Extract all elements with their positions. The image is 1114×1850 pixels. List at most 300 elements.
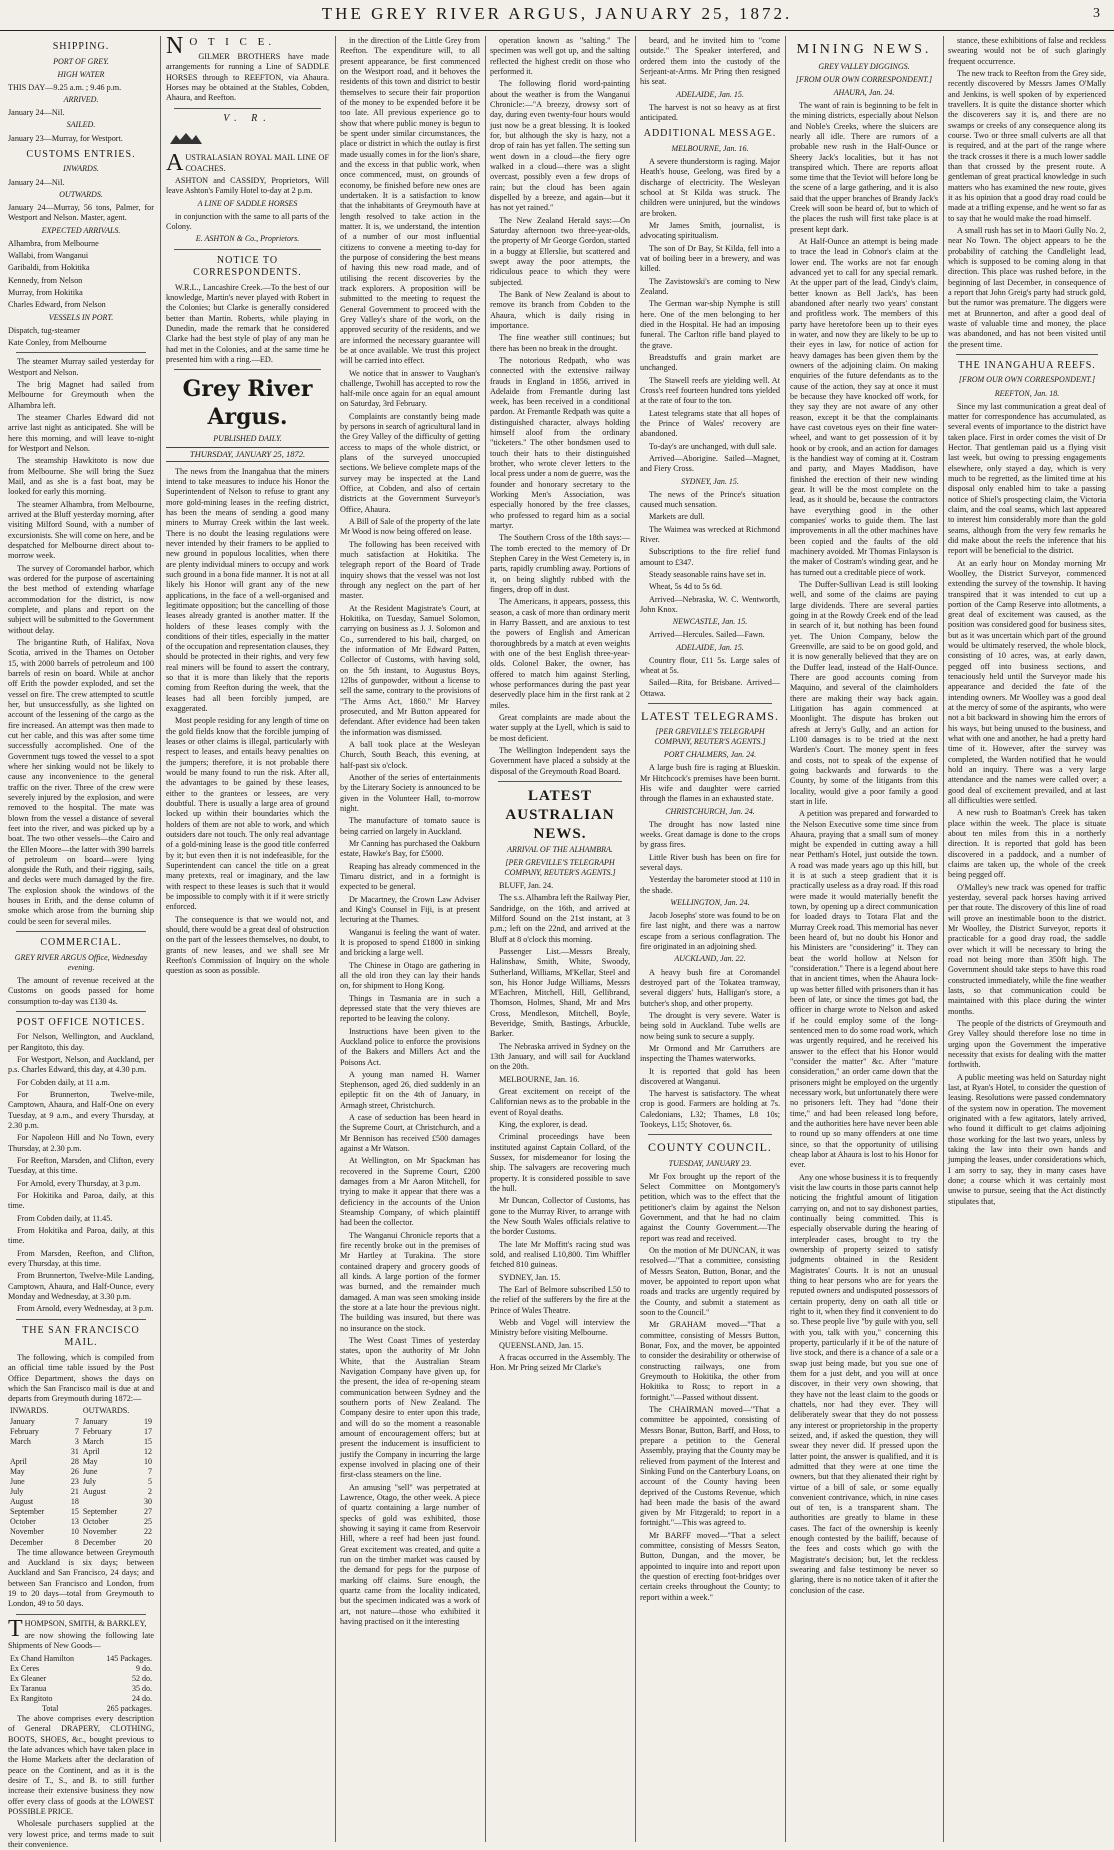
high-water-label: HIGH WATER [57, 69, 105, 79]
table-cell: March [82, 1436, 104, 1446]
table-cell: 7 [74, 1416, 79, 1426]
dateline: TUESDAY, JANUARY 23. [668, 1158, 752, 1168]
shipping-paragraph: The survey of Coromandel harbor, which was ordered for the purpose of ascertaining the best method of extending wharfage accommodation for the district, is now complete, and plans and report on the subject will be submitted to the Government without delay. [8, 563, 154, 635]
reefs-paragraph: A new rush to Boatman's Creek has taken place within the week. The place is situate about ten miles from this in a northerly direction. It is reported that gold has been discovered in a paddock, and a number of claims are taken up, the whole of the creek being pegged off. [948, 808, 1106, 880]
customs-heading: CUSTOMS ENTRIES. [26, 148, 136, 160]
news-paragraph: A ball took place at the Wesleyan Church, South Beach, this evening, at half-past six o'clock. [340, 739, 480, 770]
royal-crest-icon [166, 132, 206, 146]
table-cell: 22 [144, 1527, 152, 1537]
mining-from: [FROM OUR OWN CORRESPONDENT.] [795, 74, 933, 84]
table-row [8, 1447, 154, 1457]
news-paragraph: Wanganui is feeling the want of water. It is proposed to spend £1800 in sinking and bricking a large well. [340, 927, 480, 958]
latest-item: MELBOURNE, Jan. 16. [499, 1074, 580, 1084]
divider [956, 354, 1098, 355]
latest-item: King, the explorer, is dead. [499, 1120, 588, 1130]
page-number: 3 [1093, 6, 1100, 21]
mining-paragraph: At Half-Ounce an attempt is being made to trace the lead in Cobnor's claim at the lower end. The works are not far enough advanced yet to call for any special remark. At the upper part of the lead, Cindy's claim, better known as Bell Jack's, has been abandoned after nearly two years' constant and profitless work. The members of this party have heretofore been up to their eyes in water, and now they are likely to be up to their eyes in law, for notice of action for heavy damages has been given them by the owners of the adjoining claim. On making enquiries of the future defendants as to the cause of the action, they say at once it must be because they have knocked off work, for they say they are not aware of any other reason, except it be that the complainants have cast covetous eyes on their fine water-wheel, and want to get possession of it by hook or by crook, and an action for damages is the handiest way of coming at it. Costram and party, and Mayes Maddison, have finished the erection of their new winding gear. It will be the most complete on the lead, as it should be, because the contractors have everything good in the other companies' works to guide them. The last improvements in all the other machines have been copied and the faults of the old machinery avoided. Mr Thomas Finlayson is the maker of Costram's winding gear, and he has turned out a creditable piece of work. [790, 237, 938, 577]
table-cell: 21 [70, 1487, 79, 1497]
post-office-item: For Westport, Nelson, and Auckland, per p.s. Charles Edward, this day, at 4.30 p.m. [8, 1055, 154, 1075]
shipping-heading: SHIPPING. [52, 41, 110, 52]
initials: V. R. [223, 112, 272, 124]
commercial-text: The amount of revenue received at the Customs on goods passed for home consumption to-day was £130 4s. [8, 975, 154, 1006]
additional-heading: ADDITIONAL MESSAGE. [643, 128, 777, 140]
table-cell: August [82, 1487, 106, 1497]
table-row [8, 1527, 154, 1537]
news-paragraph: Dr Macartney, the Crown Law Adviser and King's Counsel in Fiji, is at present lecturing at the Thames. [340, 894, 480, 925]
shipping-paragraph: The brigantine Ruth, of Halifax, Nova Scotia, arrived in the Thames on October 15, with 2000 barrels of petroleum and 100 barrels of resin on board. While at anchor off Erith the powder exploded, and set the vessel on fire. The crew attempted to scuttle her, but unsuccessfully, as she lighted on account of the lessening of the cargo as the fire increased. An attempt was then made to cut her cable, and this was after some time successfully accomplished. One of the Government tugs towed the vessel to a spot where her sinking would not be likely to cause any inconvenience to the general traffic on the river. Three of the crew were severely injured by the explosion, and were removed to the hospital. The mate was blown from the vessel a distance of several feet into the river, and was picked up by a boat. The two other vessels—the Cairo and the Ellen Moore—the latter with 390 barrels of petroleum on board—were lying alongside the Ruth, and their rigging, sails, and decks were much damaged by the fire. The explosion shook the windows of the houses in Erith, and the dense column of smoke which arose from the burning ship could be seen for several miles. [8, 637, 154, 926]
news-paragraph: in the direction of the Little Grey from Reefton. The expenditure will, to all present appearance, be first commenced on the Westport road, and it behoves the residents of this town and district to bestir themselves to secure their fair proportion of the money to be expended before it be too late. All previous experience go to show that where public money is begun to be spent under similar circumstances, the place or district in which the outlay is first made usually comes in for the lion's share, and the excess in that public work, when once commenced, must, on grounds of economy, be finished before new ones are undertaken. It is a satisfaction to know that the inhabitants of Greymouth have at length resolved to take action in the matter. It is, we understand, the intention of a number of our most influential citizens to convene a meeting to-day for the purpose of considering the best means of having this new road made, and of utilising the recent discoveries by the track explorers. A proposition will be submitted to the meeting to request the General Government to proceed with the Grey Valley's share of the work, on the approved security of the residents, and we are informed the necessary guarantee will be at once available. We trust this project will be carried into effect. [340, 36, 480, 366]
table-cell: 28 [70, 1456, 79, 1466]
table-cell: 3 [74, 1436, 79, 1446]
latest-item: Criminal proceedings have been instituted against Captain Collard, of the Sussex, for misdemeanor for losing the ship. The salvagers are recovering much property. It is considered possible to save the hull. [490, 1132, 630, 1194]
port-line: PORT OF GREY. [53, 56, 109, 66]
commercial-heading: COMMERCIAL. [40, 937, 122, 949]
news-paragraph: Complaints are constantly being made by persons in search of agricultural land in the Grey Valley of the difficulty of getting access to maps of the whole district, or plans of the surveyed unoccupied sections. We believe complete maps of the survey may be inspected at the Land Office, at Cobden, and also of certain districts at the Government Surveyor's Office, Ahaura. [340, 411, 480, 514]
table-cell: 7 [148, 1466, 152, 1476]
mining-paragraph: A petition was prepared and forwarded to the Nelson Executive some time since from Ahaura, praying that a small sum of money might be expended in cutting away a hill near Pettham's Hotel, just outside the town. A road was made years ago up this hill, but it is at such a steep gradient that it is practically useless as a dray road. If this road were made it would materially benefit the town, by opening up a direct communication for loaded drays to Totara Flat and the Murray Creek road. This memorial has never been heard of, but no doubt his Honor and his Ministers are "considering" it. They can beat the world hollow at Nelson for "consideration." There is a legend about here that in ancient times, when the Ahaura lock-up was better filled with prisoners than it has been of late, or since the times got bad, the officer in charge wrote to Nelson and asked if he could employ some of the long-sentenced men to do some road work, which was urgently required, and he received his answer to the effect that his Honor would "consider the matter" &c. After "mature consideration," an order came down that the prisoners might be employed on the urgently necessary work, but unfortunately there were no prisoners left. They had "done their time," and had been released long before, and the authorities here have never been able to round up so many offenders at one time since, so that the opportunity of utilising cheap labor at Ahaura is lost to his Honor for ever. [790, 809, 938, 1170]
news-paragraph: The Wanganui Chronicle reports that a fire recently broke out in the premises of Mr Hartley at Turakina. The store contained drapery and grocery goods of all kinds. A large portion of the former was burned, and the remainder much damaged. A man was seen smoking inside the store at a late hour the previous night. The building was insured, but there was no insurance on the stock. [340, 1230, 480, 1333]
sf-mail-table [8, 1406, 154, 1547]
table-cell: 12 [144, 1446, 152, 1456]
in-port-label: VESSELS IN PORT. [48, 312, 114, 322]
post-office-heading: POST OFFICE NOTICES. [16, 1016, 146, 1028]
column-6 [790, 36, 938, 1842]
correspondents-text: W.R.L., Lancashire Creek.—To the best of our knowledge, Martin's never played with Robert in the Colonies; but Clarke is generally considered better than Martin. Roberts, while playing in Dunedin, made the remark that he considered Clarke had the best style of play of any man he had met in the Colonies, and at the same time he presented him with a ring.—ED. [166, 282, 329, 365]
news-paragraph: The drought has now lasted nine weeks. Great damage is done to the crops by grass fires. [640, 819, 780, 850]
news-paragraph: Mr James Smith, journalist, is advocating spiritualism. [640, 221, 780, 241]
thompson-body: The above comprises every description of General DRAPERY, CLOTHING, BOOTS, SHOES, &c., bought previous to the late advances which have taken place in the Home Markets after the declaration of peace on the Continent, and as it is the desire of T., S., and B. to still further increase their extensive business they now offer every class of goods at the LOWEST POSSIBLE PRICE. [8, 1714, 154, 1816]
mining-paragraph: Any one whose business it is to frequently visit the law courts in those parts cannot help noticing the frightful amount of litigation carrying on, and not to say dishonest parties, continually being committed. This is especially observable during the hearing of interpleader cases, brought to try the ownership of property seized to satisfy judgments obtained in the Resident Magistrates' Courts. It is not an unusual thing to hear persons who are for years the reputed owners and undisputed possessors of certain property, deny on oath all title or right to it, when they find it convenient to do so. These people live "by guile with you, sell with you, talk with you," concerning this property, particularly if it be of the nature of live stock, and there is a chance of a sale or a swap just being made, but you sue one of them for a just debt, and you will at once discover, in their very own showing, that they have not the least claim to the goods or chattels, nor had they ever. They will deliberately swear that they do not possess any interest or proprietorship in the property seized, and, if asked the question, they will swear they never did. If pressed upon the latter point, the answer is qualified, and it is admitted that they were at one time the owners, but that they alienated their right by virtue of a bill of sale, or some equally convenient contrivance, which, in nine cases out of ten, is a transparent sham. The authorities are greatly to blame in these cases. The fact of the ownership is keenly enough contested by the bailiff, because of the fees and costs which go with the Magistrate's decision; but, let the reckless swearing and false testimony be never so glaring, there is no notice taken of it after the conclusion of the case. [790, 1172, 938, 1595]
post-office-item: For Napoleon Hill and No Town, every Thursday, at 2.30 p.m. [8, 1133, 154, 1153]
editorial-paragraph: Most people residing for any length of time on the gold fields know that the forcible jumping of leases or other claims is illegal, particularly with respect to leases, and entails heavy penalties on the jumpers; therefore, it is not probable there would be many found to run the risk. After all, the advantages to be gained by these leases, either to the grantees or lessees, are very doubtful. There is usually a large area of ground locked up within their boundaries which the holders of them are not able to work, and which outsiders dare not touch. The only real advantage of a gold-mining lease is the good title conferred by it; but even then it is not indefeasible, for the Superintendent can cancel the title on a great many pretexts, real or imaginary, and the law with respect to these leases is such that it would be impossible to comply with it if it were strictly enforced. [166, 716, 329, 912]
table-cell: February [10, 1426, 39, 1436]
table-cell: January [82, 1416, 108, 1426]
mail-line-line2: A LINE OF SADDLE HORSES [197, 198, 298, 208]
post-office-item: For Arnold, every Thursday, at 3 p.m. [17, 1178, 141, 1188]
notice-heading: N O T I C E. [166, 33, 276, 59]
table-cell: 13 [70, 1517, 79, 1527]
news-paragraph: A severe thunderstorm is raging. Major Heath's house, Geelong, was fired by a discharge of electricity. The Wesleyan school at St Kilda was struck. The children were uninjured, but the windows are broken. [640, 157, 780, 218]
column-2 [166, 33, 330, 1842]
table-row [8, 1477, 154, 1487]
dateline: SYDNEY, Jan. 15. [681, 476, 739, 486]
table-cell: June [82, 1466, 98, 1476]
mail-line-lead: AUSTRALASIAN ROYAL MAIL LINE OF COACHES. [166, 150, 329, 177]
thompson-lead: THOMPSON, SMITH, & BARKLEY, [8, 1615, 147, 1642]
table-cell: October [10, 1517, 36, 1527]
post-office-item: From Arnold, every Wednesday, at 3 p.m. [17, 1304, 154, 1314]
expected-item: Charles Edward, from Nelson [8, 300, 106, 310]
table-cell: April [10, 1456, 27, 1466]
news-paragraph: Little River bush has been on fire for several days. [640, 852, 780, 873]
news-paragraph: Mr Fox brought up the report of the Select Committee on Montgomery's petition, which was to the effect that the petitioner's claim by against the Nelson Government, and that he had no claim against the County Government.—The report was read and received. [640, 1171, 780, 1243]
news-paragraph: The fine weather still continues; but there has been no break in the drought. [490, 333, 630, 353]
news-paragraph: To-day's are unchanged, with dull sale. [649, 441, 777, 451]
outwards-header: OUTWARDS. [82, 1406, 130, 1416]
divider [16, 352, 146, 353]
table-cell: May [82, 1456, 98, 1466]
news-paragraph: The Stawell reefs are yielding well. At Cross's reef fourteen hundred tons yielded at the rate of four to the ton. [640, 375, 780, 406]
latest-item: QUEENSLAND, Jan. 15. [499, 1340, 584, 1350]
divider [174, 108, 321, 109]
mining-paragraph: stance, these exhibitions of false and reckless swearing would not be of such glaringly frequent occurrence. [948, 36, 1106, 66]
table-row [8, 1538, 154, 1548]
expected-item: Murray, from Hokitika [8, 288, 83, 298]
news-paragraph: Markets are dull. [649, 512, 705, 522]
dateline: ADELAIDE, Jan. 15. [676, 642, 744, 652]
expected-item: Garibaldi, from Hokitika [8, 263, 90, 273]
editorial-paragraph: The news from the Inangahua that the miners intend to take measures to induce his Honor the Superintendent of Nelson to refuse to grant any more gold-mining leases in the reefing district, has been the means of sending a good many miners to Murray Creek within the last week. There is no doubt the leasing regulations were never intended by their framers to be applied to new ground in populous localities, when there are plenty individual miners to occupy and work such ground in a bona fide manner. It is not at all likely his Honor will grant any of the new applications, in the face of a well-organised and legitimate opposition; but the cancelling of those leases already granted is another matter. If the holders of these leases comply with the conditions of their titles, especially in the matter of the occupation and representation clauses, they should be protected in their rights, and very few real miners will be found to assert the contrary, so that it is more than likely that the reports coming from Reefton during the week, that the leases had all been forcibly jumped, are exaggerated. [166, 466, 330, 714]
latest-agents: [PER GREVILLE'S TELEGRAPH COMPANY, REUTER'S AGENTS.] [504, 857, 616, 877]
news-paragraph: Wheat, 5s 4d to 5s 6d. [649, 582, 722, 592]
shipping-paragraph: The steamer Charles Edward did not arrive last night as anticipated. She will be here this morning, and will leave to-night for Westport and Nelson. [8, 413, 154, 454]
table-cell: 17 [144, 1426, 152, 1436]
news-paragraph: Mr GRAHAM moved—"That a committee, consisting of Messrs Button, Bonar, Fox, and the mover, be appointed to consider the desirability or otherwise of constructing railways, one from Greymouth to Hokitika, the other from Hokitika to Ross; to report in a fortnight."—Passed without dissent. [640, 1320, 780, 1402]
telegrams-heading: LATEST TELEGRAMS. [641, 709, 779, 724]
news-paragraph: The drought is very severe. Water is being sold in Auckland. Tube wells are now being sunk to secure a supply. [640, 1010, 780, 1041]
table-cell: July [10, 1487, 24, 1497]
expected-item: Kennedy, from Nelson [8, 275, 83, 285]
inwards-label: INWARDS. [63, 164, 99, 174]
dropcap: N [166, 33, 188, 59]
sf-mail-rows [8, 1417, 154, 1548]
table-cell: April [82, 1446, 100, 1456]
mail-line-text: ASHTON and CASSIDY, Proprietors, Will leave Ashton's Family Hotel to-day at 2 p.m. [166, 176, 329, 196]
news-paragraph: A young man named H. Warner Stephenson, aged 26, died suddenly in an epileptic fit on the 4th of January, in Armagh street, Christchurch. [340, 1069, 480, 1110]
table-row [8, 1457, 154, 1467]
post-office-item: For Reefton, Marsden, and Clifton, every Tuesday, at this time. [8, 1156, 154, 1176]
mining-paragraph: The want of rain is beginning to be felt in the mining districts, especially about Nelson and Noble's Creeks, where the sluicers are nearly all idle. There are rumors of a probable new rush in the Half-Ounce or Sheery Jack's localities, but it has not transpired which. There are reports afloat some time that the Teviot will before long be the scene of a large gathering, and it is also said that the upper branches of Brandy Jack's Creek will soon be heard of, but to which of the places the rush will first take place is at present kept dark. [790, 100, 938, 234]
table-row [8, 1507, 154, 1517]
table-cell: 10 [144, 1456, 152, 1466]
latest-item: Mr Duncan, Collector of Customs, has gone to the Murray River, to arrange with the New South Wales officials relative to the border Customs. [490, 1196, 630, 1237]
thompson-table [8, 1654, 154, 1714]
divider [498, 781, 622, 782]
news-paragraph: Jacob Josephs' store was found to be on fire last night, and there was a narrow escape from a serious conflagration. The fire originated in an adjoining shed. [640, 911, 780, 952]
table-row [8, 1497, 154, 1507]
news-paragraph: Subscriptions to the fire relief fund amount to £347. [640, 547, 780, 567]
masthead-title: THE GREY RIVER ARGUS, JANUARY 25, 1872. [321, 4, 793, 23]
table-cell: 30 [144, 1497, 152, 1507]
table-cell: November [82, 1527, 117, 1537]
table-cell: November [10, 1527, 44, 1537]
reefs-paragraph: A public meeting was held on Saturday night last, at Ryan's Hotel, to consider the question of leasing. Resolutions were passed condemnatory of the system now in operation. The movement originated with a few agitators, lately arrived, who found it difficult to get claims adjoining those working for the last two years, unless by taking the law into their own hands and jumping the leases, under considerations which, I am sorry to say, they in many cases have done; a course which it was certainly most unwise to pursue, seeing that the Act distinctly stipulates that, [948, 1072, 1106, 1206]
column-3 [340, 36, 480, 1842]
mining-paragraph: The Duffer-Sullivan Lead is still looking well, and some of the claims are paying large dividends. There are several parties going in at the Rowdy Creek end of the lead in search of it, but nothing has been found yet. The Union Company, below the Greenville, are said to be on good gold, and it is now generally believed that they are on the Duffer lead, instead of the Half-Ounce. There are good accounts coming from Maquino, and several of the claimholders there are making their way back again. Litigation has again commenced at Moonlight. The dispute has broken out afresh at Jerry's Gully, and an action for L100 damages is to be tried at the next Warden's Court. The money spent in fees and costs, not to speak of the expense of going backwards and forwards to the County, by some of the litigants from this locality, would give a poor family a good start in life. [790, 579, 938, 806]
table-cell: March [10, 1436, 31, 1446]
commercial-office: GREY RIVER ARGUS Office, Wednesday evening. [14, 952, 148, 972]
table-cell [8, 1447, 63, 1457]
table-cell: August [10, 1497, 34, 1507]
table-cell: October [82, 1517, 109, 1527]
table-cell: 27 [144, 1507, 152, 1517]
shipping-paragraph: The brig Magnet had sailed from Melbourne for Greymouth when the Alhambra left. [8, 380, 154, 410]
table-cell: September [82, 1507, 118, 1517]
news-paragraph: The harvest is not so heavy as at first anticipated. [640, 102, 780, 123]
news-paragraph: Reaping has already commenced in the Timaru district, and in a fortnight is expected to be general. [340, 861, 480, 892]
issue-date: THURSDAY, JANUARY 25, 1872. [166, 447, 329, 462]
dateline: NEWCASTLE, Jan. 15. [672, 617, 748, 627]
table-cell: 25 [144, 1517, 152, 1527]
table-row: Ex Gleaner 52 do. [10, 1673, 152, 1683]
latest-item: Great excitement on receipt of the Californian news as to the probable in the event of Royal deaths. [490, 1087, 630, 1117]
news-paragraph: The Americans, it appears, possess, this season, a cask of more than ordinary merit in Harry Bassett, and are anxious to test the powers of English and American thoroughbreds by a match at even weights with one of the best English three-year-olds. Colonel Baker, the owner, has offered to match him against Sterling, whose performances during the past year deservedly place him in the first rank at 2 miles. [490, 597, 630, 710]
column-rule [785, 36, 786, 1842]
column-rule [160, 36, 161, 1842]
dropcap: T [8, 1615, 23, 1642]
dateline: CHRISTCHURCH, Jan. 24. [665, 806, 755, 816]
news-paragraph: operation known as "salting." The specimen was well got up, and the salting reflected the highest credit on those who performed it. [490, 36, 630, 76]
dateline: WELLINGTON, Jan. 24. [670, 898, 750, 908]
news-paragraph: At the Resident Magistrate's Court, at Hokitika, on Tuesday, Samuel Solomon, carrying on business as J. J. Solomon and Co., surrendered to his bail, charged, on the information of Mr Edward Patten, Collector of Customs, with having sold, on the 5th instant, to Augustus Boys, 12lbs of gunpowder, without a license to sell the same, contrary to the provisions of "The Arms Act, 1860." Mr Harvey prosecuted, and Mr Button appeared for defendant. After evidence had been taken the information was dismissed. [340, 603, 480, 737]
news-paragraph: Things in Tasmania are in such a depressed state that the very thieves are reported to be leaving the colony. [340, 993, 480, 1024]
table-row: Ex Ceres 9 do. [10, 1663, 152, 1673]
reefs-paragraph: The people of the districts of Greymouth and Grey Valley should therefore lose no time in urging upon the Government the imperative necessity that exists for dealing with the matter forthwith. [948, 1018, 1106, 1070]
table-row [8, 1467, 154, 1477]
news-paragraph: It is reported that gold has been discovered at Wanganui. [640, 1066, 780, 1086]
post-office-item: From Brunnerton, Twelve-Mile Landing, Camptown, Ahaura, and Half-Ounce, every Monday and Wednesday, at 3.30 p.m. [8, 1271, 154, 1301]
news-paragraph: The Wellington Independent says the Government have placed a subsidy at the disposal of the Greymouth Road Board. [490, 745, 630, 776]
table-row [8, 1517, 154, 1527]
latest-sub: ARRIVAL OF THE ALHAMBRA. [507, 844, 613, 854]
divider [174, 249, 321, 250]
table-cell: May [10, 1466, 25, 1476]
post-office-item: From Cobden daily, at 11.45. [17, 1213, 113, 1223]
column-rule [485, 36, 486, 1842]
table-cell: 15 [144, 1436, 152, 1446]
latest-item: BLUFF, Jan. 24. [499, 880, 554, 890]
table-cell: 18 [70, 1497, 79, 1507]
thompson-footer: Wholesale purchasers supplied at the very lowest price, and terms made to suit their convenience. [8, 1819, 154, 1849]
table-row: Ex Taranua 35 do. [10, 1683, 152, 1693]
news-paragraph: The Zavistowski's are coming to New Zealand. [640, 276, 780, 296]
news-paragraph: On the motion of Mr DUNCAN, it was resolved—"That a committee, consisting of Messrs Seaton, Button, Bonar, and the mover, be appointed to report upon what roads and tracks are urgently required by the County, and submit a statement as soon to the Council." [640, 1245, 780, 1317]
flag-subtitle: PUBLISHED DAILY. [213, 433, 282, 443]
news-paragraph: Country flour, £11 5s. Large sales of wheat at 5s. [640, 655, 780, 676]
news-paragraph: beard, and he invited him to "come outside." The Speaker interfered, and ordered them into the custody of the Serjeant-at-Arms. Mr Pring then resigned his seat. [640, 36, 780, 87]
table-cell: 2 [148, 1487, 152, 1497]
news-paragraph: A Bill of Sale of the property of the late Mr Wood is now being offered on lease. [340, 517, 480, 537]
shipping-paragraph: The steamer Murray sailed yesterday for Westport and Nelson. [8, 357, 154, 377]
post-office-item: From Marsden, Reefton, and Clifton, every Thursday, at this time. [8, 1248, 154, 1269]
dateline: REEFTON, Jan. 18. [994, 388, 1060, 398]
sf-mail-footer: The time allowance between Greymouth and Auckland is six days; between Auckland and San Francisco, 24 days; and between San Francisco and London, from 19 to 20 days—total from Greymouth to London, 49 to 50 days. [8, 1547, 154, 1609]
mining-paragraph: A small rush has set in to Maori Gully No. 2, near No Town. The object appears to be the probability of catching the Candlelight lead, which is supposed to be coming along in that direction. This place was rushed before, in the beginning of last December, in consequence of a report that John Greig's party had struck gold, but the rumor was premature. The diggers were met at Brunnerton, and after a good deal of waste of valuable time and money, the place was abandoned, and has not been visited until the present time. [948, 225, 1106, 349]
news-paragraph: The Chinese in Otago are gathering in all the old iron they can lay their hands on, for shipment to Hong Kong. [340, 960, 480, 991]
news-paragraph: Sailed—Rita, for Brisbane. Arrived—Ottawa. [640, 678, 780, 698]
news-paragraph: The news of the Prince's situation caused much sensation. [640, 489, 780, 509]
reefs-paragraph: O'Malley's new track was opened for traffic yesterday, several pack horses having arrived per that route. The discovery of this line of road will prove an inestimable boon to the district. Mr Woolley, the District Surveyor, reports it practicable for a good dray road, the saddle over which it will be necessary to bring the road not being more than 350ft high. The Government should take steps to have this road constructed immediately, while the fine weather lasts, so that communication could be maintained with this place during the winter months. [948, 882, 1106, 1016]
news-paragraph: The notorious Redpath, who was connected with the extensive railway frauds in England in 1856, arrived in Adelaide from Fremantle during last week, has been received in a conditional pardon. At Fremantle Redpath was quite a distinguished character, always holding himself aloof from the ordinary "ticketers." The other bondsmen used to touch their hats to their distinguished brother, who wrote clever letters to the local press under a nom de guerre, was the founder and honorary secretary to the Working Men's Association, was especially honored by the free classes, who professed to regard him as a social martyr. [490, 355, 630, 531]
news-paragraph: The following has been received with much satisfaction at Hokitika. The telegraph report of the Board of Trade inquiry shows that the vessel was not lost through any neglect on the part of her master. [340, 539, 480, 601]
news-paragraph: Breadstuffs and grain market are unchanged. [640, 352, 780, 373]
post-office-item: For Cobden daily, at 11 a.m. [17, 1077, 110, 1087]
latest-item: Passenger List.—Messrs Brealy, Halinshaw, Smith, White, Swoody, Sutherland, Williams, M'Kellar, Steel and son, his Honor Judge Williams, Messrs M'Eachren, Mitchell, Hill, Gellibrand, Thomson, Holmes, Shand, Mr and Mrs Cross, Mendleson, Mitchell, Boyle, Beveridge, Smith, Bastings, Arbuckle, Barker. [490, 946, 630, 1039]
county-heading: COUNTY COUNCIL. [648, 1140, 772, 1155]
table-cell: September [10, 1507, 45, 1517]
news-paragraph: The following florid word-painting about the weather is from the Wanganui Chronicle:—"A breezy, drowsy sort of day, during even twenty-four hours would just now be a great blessing. It is looked for, but although the sky is hazy, not a drop of rain has yet fallen. The setting sun went down in a cloud—the fiery ogre walked in a cloud—there was a slight overcast, possibly even a few drops of rain; but the cloud has been again dispelled by a breeze, and again—but it has not yet rained." [490, 79, 630, 213]
latest-item: The Nebraska arrived in Sydney on the 13th January, and will sail for Auckland on the 20th. [490, 1041, 630, 1072]
table-row [8, 1427, 154, 1437]
news-paragraph: A case of seduction has been heard in the Supreme Court, at Christchurch, and a Mr Bennison has received £500 damages against a Mr Watson. [340, 1113, 480, 1154]
table-cell: 10 [70, 1527, 79, 1537]
mail-line-sign: E. ASHTON & Co., Proprietors. [195, 234, 300, 244]
column-rule [335, 36, 336, 1842]
news-paragraph: The West Coast Times of yesterday states, upon the authority of Mr John White, that the Australian Steam Navigation Company have given up, for the present, the idea of re-opening steam communication between Sydney and the southern ports of New Zealand. The Company desire to enter upon this trade, and will do so the moment a reasonable amount of encouragement offers; but at present the inducement is insufficient to justify the Company in incurring the large expense involved in placing one of their first-class steamers on the line. [340, 1336, 480, 1480]
news-paragraph: The Waimea was wrecked at Richmond River. [640, 524, 780, 544]
news-paragraph: Arrived—Hercules. Sailed—Fawn. [649, 630, 765, 640]
news-paragraph: The harvest is satisfactory. The wheat crop is good. Farmers are holding at 7s. Caledonians, L32; Thames, L8 10s; Tookeys, L15; Shotover, 6s. [640, 1089, 780, 1130]
news-paragraph: We notice that in answer to Vaughan's challenge, Twohill has accepted to row the half-mile once again for an equal amount on Saturday, 3rd February. [340, 368, 480, 409]
dateline: AUCKLAND, Jan. 22. [674, 954, 746, 964]
news-paragraph: Steady seasonable rains have set in. [649, 569, 766, 579]
editorial-paragraph: The consequence is that we would not, and should, there would be a great deal of obstruction on the part of the lessees themselves, no doubt, to grants of new leases, and we shall see Mr Reefton's Commission of Inquiry on the whole question as soon as possible. [166, 914, 329, 976]
dateline: PORT CHALMERS, Jan. 24. [663, 750, 757, 760]
news-paragraph: The German war-ship Nymphe is still here. One of the men belonging to her died in the Hospital. He had an imposing funeral. The Carlton rifle band played to the grave. [640, 299, 780, 350]
column-1 [8, 36, 154, 1849]
news-paragraph: Mr BARFF moved—"That a select committee, consisting of Messrs Seaton, Button, Dungan, and the mover, be appointed to inquire into and report upon the question of erecting foot-bridges over certain creeks throughout the County; to report within a week." [640, 1530, 780, 1602]
news-paragraph: Another of the series of entertainments by the Literary Society is announced to be given in the Volunteer Hall, to-morrow night. [340, 772, 480, 813]
table-cell: June [10, 1477, 25, 1487]
high-water: THIS DAY—9.25 a.m. ; 9.46 p.m. [8, 82, 122, 92]
column-rule [635, 36, 636, 1842]
table-cell: 5 [148, 1477, 152, 1487]
column-5 [640, 36, 780, 1842]
outwards-label: OUTWARDS. [59, 189, 103, 199]
in-port-item: Kate Conley, from Melbourne [8, 338, 107, 348]
reefs-from: [FROM OUR OWN CORRESPONDENT.] [958, 375, 1096, 385]
mining-sub: GREY VALLEY DIGGINGS. [818, 61, 910, 71]
news-paragraph: Arrived—Aborigine. Sailed—Magnet, and Fiery Cross. [640, 453, 780, 474]
divider [174, 369, 321, 370]
news-paragraph: Mr Ormond and Mr Carruthers are inspecting the Thames waterworks. [640, 1043, 780, 1064]
arrived-label: ARRIVED. [63, 95, 99, 105]
news-paragraph: Mr Canning has purchased the Oakburn estate, Hawke's Bay, for £5000. [340, 838, 480, 859]
news-paragraph: The Southern Cross of the 18th says:—The tomb erected to the memory of Dr Stephen Carey in the West Cemetery is, in parts, rapidly crumbling away. Portions of it, on being slightly rubbed with the fingers, drop off in dust. [490, 533, 630, 595]
divider [16, 931, 146, 932]
table-cell: December [82, 1537, 116, 1547]
total-row: Total 265 packages. [41, 1703, 152, 1713]
news-paragraph: The New Zealand Herald says:—On Saturday afternoon two three-year-olds, the property of Mr George Gordon, started in a buggy at Ellerslie, but scattered and swept away the poor attempts, the ridiculous peace to which they were subjected. [490, 215, 630, 287]
table-row: Ex Rangitoto 24 do. [10, 1693, 152, 1703]
sf-mail-intro: The following, which is compiled from an official time table issued by the Post Office Department, shows the days on which the San Francisco mail is due at and departs from Greymouth during 1872:— [8, 1352, 154, 1404]
reefs-paragraph: Since my last communication a great deal of matter for correspondence has accumulated, as several events of importance to the district have taken place. First in order comes the visit of Dr Hector. That gentleman paid us a flying visit last week, but owing to pressing engagements elsewhere, only stayed a day, which is very much to be regretted, as the limited time at his disposal only enabled him to take a passing notice of Shiel's prospecting claim, the Victoria claim, and the coal seams, which last appeared to interest him considerably more than the gold seams, although from the very few remarks he did make about the reefs the inference that his report will be beneficial to the district. [948, 401, 1106, 556]
mining-paragraph: The new track to Reefton from the Grey side, recently discovered by Messrs James O'Mally and Jenkins, is well spoken of by experienced travellers. It is quite the distance shorter which the discoverers say it is, and there are no swamps or creeks of any consequence along its course. Two or three small culverts are all that is required, and at the part of the range where the track crosses it there is a much lower saddle than that crossed by the present route. A gentleman of great practical knowledge in such matters who has examined the new route, gives it as his opinion that a good dray road could be made at a trifling expense, and he went so far as to say that he would make the road himself. [948, 68, 1106, 223]
news-paragraph: The manufacture of tomato sauce is being carried on largely in Auckland. [340, 816, 480, 836]
table-cell: 7 [74, 1426, 79, 1436]
column-4 [490, 36, 630, 1842]
mining-heading: MINING NEWS. [796, 42, 932, 57]
divider [16, 1011, 146, 1012]
latest-australian-heading: LATEST AUSTRALIAN NEWS. [505, 787, 615, 842]
inwards-header: INWARDS. [10, 1406, 49, 1416]
news-paragraph: Latest telegrams state that all hopes of the Prince of Wales' recovery are abandoned. [640, 408, 780, 439]
table-cell: 31 [70, 1446, 79, 1456]
notice-text: GILMER BROTHERS have made arrangements for running a Line of SADDLE HORSES through to REEFTON, via Ahaura. Horses may be obtained at the Stables, Cobden, Ahaura, and Reefton. [166, 51, 329, 103]
divider [648, 703, 772, 704]
post-office-item: For Brunnerton, Twelve-mile, Camptown, Ahaura, and Half-One on every Tuesday, at 9 a.m., and every Thursday, at 2.30 p.m. [8, 1090, 154, 1131]
news-paragraph: A large bush fire is raging at Blueskin. Mr Hitchcock's premises have been burnt. His wife and daughter were carried through the flames in an exhausted state. [640, 763, 780, 804]
dropcap: A [166, 150, 184, 177]
post-office-item: From Hokitika and Paroa, daily, at this time. [8, 1226, 154, 1246]
table-cell: January [10, 1416, 35, 1426]
news-paragraph: The Bank of New Zealand is about to remove its branch from Cobden to the Ahaura, which is daily rising in importance. [490, 289, 630, 330]
column-rule [943, 36, 944, 1842]
news-paragraph: A heavy bush fire at Coromandel destroyed part of the Tokatea tramway, several diggers' huts, Halligan's store, a butcher's shop, and other property. [640, 967, 780, 1008]
arrived: January 24—Nil. [8, 108, 65, 118]
column-7 [948, 36, 1106, 1842]
thompson-intro: are now showing the following late Shipments of New Goods— [8, 1630, 154, 1651]
reefs-heading: THE INANGAHUA REEFS. [958, 359, 1096, 371]
sailed: January 23—Murray, for Westport. [8, 133, 123, 143]
table-cell: 26 [70, 1466, 79, 1476]
outwards: January 24—Murray, 56 tons, Palmer, for Westport and Nelson. Master, agent. [8, 202, 154, 223]
news-paragraph: An amusing "sell" was perpetrated at Lawrence, Otago, the other week. A piece of quartz containing a large number of specks of gold was exhibited, those showing it saying it came from Reservoir Hill, where a reef had been just found. Great excitement was created, and quite a run on the timber market was caused by the demand for pegs for the purpose of marking off claims. Sure enough, the quartz came from the locality indicated, but the specimen indicated was a work of art, not nature—those who exhibited it having practised on it the interesting [340, 1482, 480, 1626]
mail-line-line3: in conjunction with the same to all parts of the Colony. [166, 211, 329, 232]
news-paragraph: Yesterday the barometer stood at 110 in the shade. [640, 875, 780, 895]
shipping-paragraph: The steamer Alhambra, from Melbourne, arrived at the Bluff yesterday morning, after visiting Milford Sound, with a number of excursionists. She will come on here, and be despatched for Melbourne direct about to-morrow week. [8, 499, 154, 561]
dateline: ADELAIDE, Jan. 15. [676, 89, 744, 99]
table-row [8, 1487, 154, 1497]
table-row: Ex Chand Hamilton 145 Packages. [10, 1653, 152, 1663]
divider [16, 1614, 146, 1615]
news-paragraph: Instructions have been given to the Auckland police to enforce the provisions of the Bakers and Millers Act and the Poisons Act. [340, 1026, 480, 1067]
dateline: MELBOURNE, Jan. 16. [671, 143, 749, 153]
post-office-item: For Hokitika and Paroa, daily, at this time. [8, 1191, 154, 1211]
news-paragraph: The son of Dr Bay, St Kilda, fell into a vat of boiling beer in a brewery, and was killed. [640, 243, 780, 274]
table-cell [81, 1497, 137, 1507]
reefs-paragraph: At an early hour on Monday morning Mr Woolley, the District Surveyor, commenced extending the survey of the township. It having transpired that it was intended to cut up a portion of the Camp Reserve into allotments, a great deal of excitement was caused, as the position was considered good for business sites, but as it was uncertain which part of the ground would be ultimately reserved, the whole block, consisting of 10 acres, was, at early dawn, pegged off into business sections, and tenaciously held until the Surveyor made his appearance and decided the fate of the intending owners. Mr Woolley was a good deal at the mercy of some of the aspirants, who were not a bit backward in showing him the errors of his ways, but being unused to the business, and what with one and another, he had a pretty hard time of it. However, after the survey was completed, the Warden notified that he would hold an inquiry. There was a very large attendance and the names were called over; a good deal of excitement prevailed, and at last all difficulties were settled. [948, 558, 1106, 806]
in-port-item: Dispatch, tug-steamer [8, 325, 80, 335]
newspaper-flag: Grey River Argus. [182, 376, 313, 431]
news-paragraph: At Wellington, on Mr Spackman has recovered in the Supreme Court, £200 damages from a Mr Aaron Mitchell, for trying to make it appear that there was a deficiency in the accounts of the Union Steamship Company, of which plaintiff had been the collector. [340, 1156, 480, 1228]
table-cell: 19 [144, 1416, 152, 1426]
table-cell: July [82, 1477, 97, 1487]
table-row [8, 1417, 154, 1427]
latest-item: Webb and Vogel will interview the Ministry before visiting Melbourne. [490, 1318, 630, 1338]
latest-item: The s.s. Alhambra left the Railway Pier, Sandridge, on the 16th, and arrived at Milford Sound on the 21st instant, at 3 p.m.; left on the 22nd, and arrived at the Bluff at 8 o'clock this morning. [490, 893, 630, 944]
masthead [0, 0, 1114, 31]
expected-item: Wallabi, from Wanganui [8, 251, 89, 261]
telegrams-sub: [PER GREVILLE'S TELEGRAPH COMPANY, REUTER'S AGENTS.] [654, 727, 766, 747]
news-paragraph: Great complaints are made about the water supply at the Lyell, which is said to be most deficient. [490, 713, 630, 743]
table-cell: 23 [70, 1477, 79, 1487]
news-paragraph: The CHAIRMAN moved—"That a committee be appointed, consisting of Messrs Bonar, Button, Barff, and Hoss, to prepare a petition to the General Assembly, praying that the County may be relieved from payment of the Interest and Sinking Fund on the Canterbury Loans, on account of the County having been deprived of the Customs Revenue, which had been made the basis of the award given by Mr Fitzgerald; to report in a fortnight."—This was agreed to. [640, 1404, 780, 1528]
expected-label: EXPECTED ARRIVALS. [41, 225, 121, 235]
latest-item: A fracas occurred in the Assembly. The Hon. Mr Pring seized Mr Clarke's [490, 1352, 630, 1373]
table-cell: 15 [70, 1507, 79, 1517]
sailed-label: SAILED. [66, 120, 96, 130]
latest-item: The Earl of Belmore subscribed L50 to the relief of the sufferers by the fire at the Prince of Wales Theatre. [490, 1285, 630, 1315]
table-cell: February [82, 1426, 112, 1436]
post-office-item: For Nelson, Wellington, and Auckland, per Rangitoto, this day. [8, 1032, 154, 1052]
divider [16, 1319, 146, 1320]
inwards: January 24—Nil. [8, 177, 65, 187]
shipping-paragraph: The steamship Hawkitoto is now due from Melbourne. She will bring the Suez Mail, and as she is a fast boat, may be looked for early this morning. [8, 456, 154, 497]
expected-item: Alhambra, from Melbourne [8, 238, 99, 248]
news-paragraph: Arrived—Nebraska, W. C. Wentworth, John Knox. [640, 594, 780, 614]
table-row [8, 1437, 154, 1447]
latest-item: The late Mr Moffitt's racing stud was sold, and realised L10,800. Tim Whiffler fetched 810 guineas. [490, 1239, 630, 1270]
latest-item: SYDNEY, Jan. 15. [499, 1272, 561, 1282]
divider [648, 1134, 772, 1135]
table-cell: 8 [74, 1537, 79, 1547]
table-cell: 20 [144, 1537, 152, 1547]
dateline: AHAURA, Jan. 24. [833, 87, 895, 97]
correspondents-heading: NOTICE TO CORRESPONDENTS. [193, 254, 302, 279]
table-cell: December [10, 1537, 43, 1547]
sf-mail-heading: THE SAN FRANCISCO MAIL. [22, 1324, 140, 1349]
